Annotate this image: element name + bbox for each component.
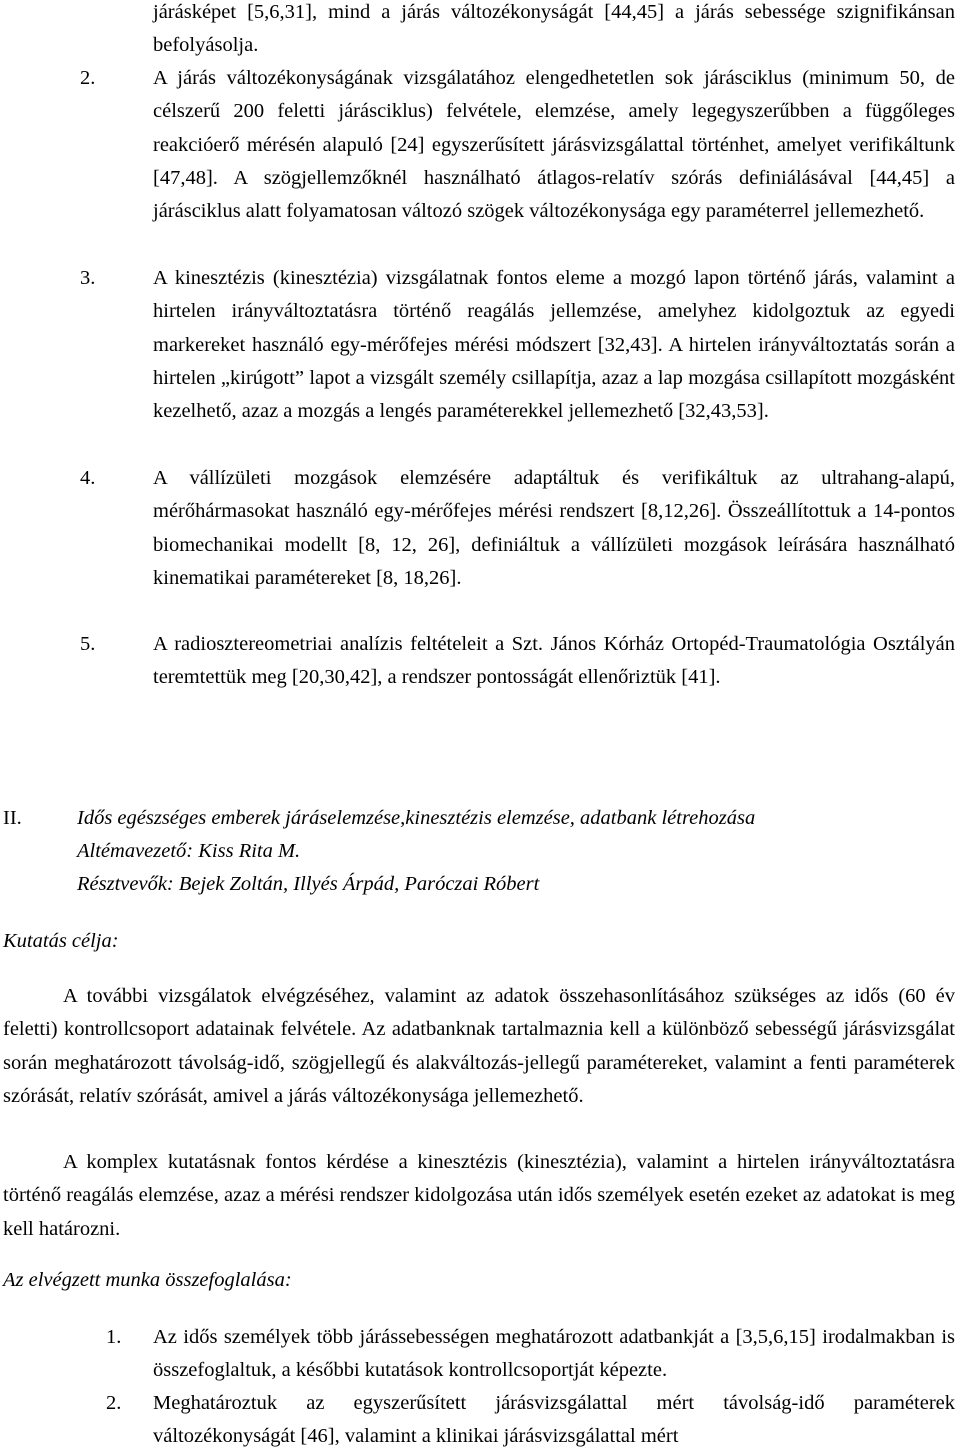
section-heading: [77, 802, 755, 901]
goal-paragraph-2: A komplex kutatásnak fontos kérdése a kinesztézis (kinesztézia), valamint a hirtelen irányváltoztatásra történő reagálás elemzése, azaz a mérési rendszer kidolgozása után idős személyek esetén ezeket az adatokat is meg kell határozni.: [3, 1151, 955, 1240]
list-item-text: Az idős személyek több járássebességen meghatározott adatbankját a [3,5,6,15] irodalmakban is összefoglaltuk, a későbbi kutatások kontrollcsoportját képezte.: [153, 1326, 955, 1382]
list-item-number: 2.: [80, 67, 96, 89]
list-item-text: A radiosztereometriai analízis feltételeit a Szt. János Kórház Ortopéd-Traumatológia Osztályán teremtettük meg [20,30,42], a rendszer pontosságát ellenőriztük [41].: [153, 633, 955, 689]
list-item-text: A kinesztézis (kinesztézia) vizsgálatnak fontos eleme a mozgó lapon történő járás, valamint a hirtelen irányváltoztatásra történő reagálás jellemzése, amelyhez kidolgoztuk az egyedi markereket használó egy-mérőfejes mérési módszert [32,43]. A hirtelen irányváltoztatás során a hirtelen „kirúgott” lapot a vizsgált személy csillapítja, azaz a lap mozgása csillapított mozgásként kezelhető, azaz a mozgás a lengés paraméterekkel jellemezhető [32,43,53].: [153, 267, 955, 423]
list-item-number: 3.: [80, 267, 96, 289]
list-item-text: A vállízületi mozgások elemzésére adaptáltuk és verifikáltuk az ultrahang-alapú, mérőhármasokat használó egy-mérőfejes mérési rendszert [8,12,26]. Összeállítottuk a 14-pontos biomechanikai modellt [8, 12, 26], definiáltuk a vállízületi mozgások leírására használható kinematikai paramétereket [8, 18,26].: [153, 467, 955, 589]
list-item-text: A járás változékonyságának vizsgálatához elengedhetetlen sok járásciklus (minimum 50, de célszerű 200 feletti járásciklus) felvétele, elemzése, amely legegyszerűbben a függőleges reakcióerő mérésén alapuló [24] egyszerűsített járásvizsgálattal történhet, amelyet verifikáltunk [47,48]. A szögjellemzőknél használható átlagos-relatív szórás definiálásával [44,45] a járásciklus alatt folyamatosan változó szögek változékonysága egy paraméterrel jellemezhető.: [153, 67, 955, 223]
section-title: Idős egészséges emberek járáselemzése,kinesztézis elemzése, adatbank létrehozása: [77, 807, 756, 829]
section-participants: Résztvevők: Bejek Zoltán, Illyés Árpád, Paróczai Róbert: [77, 873, 540, 895]
goal-label: Kutatás célja:: [3, 930, 119, 952]
intro-continuation: járásképet [5,6,31], mind a járás változékonyságát [44,45] a járás sebessége szignifikánsan befolyásolja.: [153, 1, 955, 57]
goal-paragraph-1: A további vizsgálatok elvégzéséhez, valamint az adatok összehasonlításához szükséges az idős (60 év feletti) kontrollcsoport adatainak felvétele. Az adatbanknak tartalmaznia kell a különböző sebességű járásvizsgálat során meghatározott távolság-idő, szögjellegű és alakváltozás-jellegű paramétereket, valamint a fenti paraméterek szórását, relatív szórását, amivel a járás változékonysága jellemezhető.: [3, 985, 955, 1107]
section-number: II.: [3, 807, 22, 829]
list-item-text: Meghatároztuk az egyszerűsített járásvizsgálattal mért távolság-idő paraméterek változékonyságát [46], valamint a klinikai járásvizsgálattal mért: [153, 1392, 955, 1448]
list-item-number: 5.: [80, 633, 96, 655]
list-item-number: 4.: [80, 467, 96, 489]
list-item-number: 1.: [106, 1326, 122, 1348]
list-item-number: 2.: [106, 1392, 122, 1414]
summary-label: Az elvégzett munka összefoglalása:: [3, 1269, 292, 1291]
section-leader: Altémavezető: Kiss Rita M.: [77, 840, 301, 862]
